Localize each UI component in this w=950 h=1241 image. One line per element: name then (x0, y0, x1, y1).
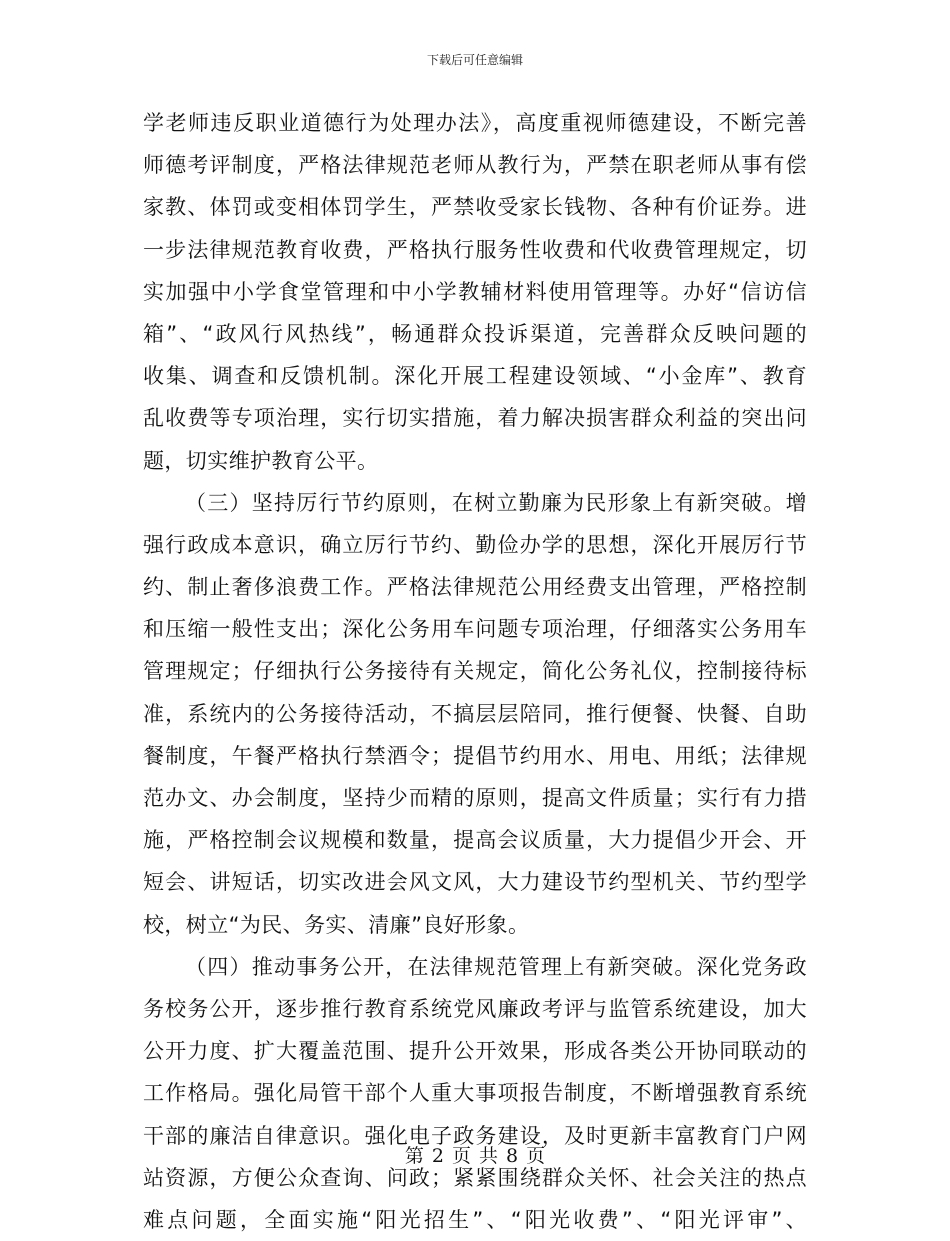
body-line: 公开力度、扩大覆盖范围、提升公开效果，形成各类公开协同联动的 (143, 1039, 807, 1064)
body-line: 一步法律规范教育收费，严格执行服务性收费和代收费管理规定，切 (143, 237, 807, 262)
body-line: 师德考评制度，严格法律规范老师从教行为，严禁在职老师从事有偿 (143, 153, 807, 178)
body-line: 餐制度，午餐严格执行禁酒令；提倡节约用水、用电、用纸；法律规 (143, 743, 807, 768)
body-line: 家教、体罚或变相体罚学生，严禁收受家长钱物、各种有价证券。进 (143, 195, 807, 220)
body-line: 范办文、办会制度，坚持少而精的原则，提高文件质量；实行有力措 (143, 786, 807, 810)
body-line: 干部的廉洁自律意识。强化电子政务建设，及时更新丰富教育门户网 (143, 1123, 807, 1148)
body-line: 短会、讲短话，切实改进会风文风，大力建设节约型机关、节约型学 (143, 870, 807, 895)
body-line: 施，严格控制会议规模和数量，提高会议质量，大力提倡少开会、开 (143, 828, 807, 853)
body-line: 约、制止奢侈浪费工作。严格法律规范公用经费支出管理，严格控制 (143, 575, 807, 600)
page-footer: 第 2 页 共 8 页 (404, 1145, 546, 1167)
body-line: 站资源，方便公众查询、问政；紧紧围绕群众关怀、社会关注的热点 (143, 1165, 807, 1190)
body-line: 管理规定；仔细执行公务接待有关规定，简化公务礼仪，控制接待标 (143, 659, 807, 684)
page-header: 下载后可任意编辑 (426, 53, 523, 67)
body-line: 准，系统内的公务接待活动，不搞层层陪同，推行便餐、快餐、自助 (143, 701, 807, 726)
body-line: 收集、调查和反馈机制。深化开展工程建设领域、“小金库”、教育 (143, 364, 807, 389)
body-line: 和压缩一般性支出；深化公务用车问题专项治理，仔细落实公务用车 (143, 617, 807, 642)
section-four-heading-line: （四）推动事务公开，在法律规范管理上有新突破。深化党务政 (185, 954, 807, 979)
section-three-heading-line: （三）坚持厉行节约原则，在树立勤廉为民形象上有新突破。增 (185, 490, 807, 515)
body-line: 校，树立“为民、务实、清廉”良好形象。 (143, 912, 530, 937)
body-line: 难点问题，全面实施“阳光招生”、“阳光收费”、“阳光评审”、 (143, 1207, 807, 1232)
body-line: 学老师违反职业道德行为处理办法》，高度重视师德建设，不断完善 (143, 111, 807, 135)
body-line: 箱”、“政风行风热线”，畅通群众投诉渠道，完善群众反映问题的 (143, 321, 807, 346)
body-line: 乱收费等专项治理，实行切实措施，着力解决损害群众利益的突出问 (143, 406, 807, 431)
document-body (143, 102, 807, 1241)
body-line: 实加强中小学食堂管理和中小学教辅材料使用管理等。办好“信访信 (143, 279, 807, 304)
body-line: 强行政成本意识，确立厉行节约、勤俭办学的思想，深化开展厉行节 (143, 532, 807, 557)
body-line: 题，切实维护教育公平。 (143, 448, 379, 473)
body-line: 务校务公开，逐步推行教育系统党风廉政考评与监管系统建设，加大 (143, 996, 807, 1021)
body-line: 工作格局。强化局管干部个人重大事项报告制度，不断增强教育系统 (143, 1081, 807, 1106)
